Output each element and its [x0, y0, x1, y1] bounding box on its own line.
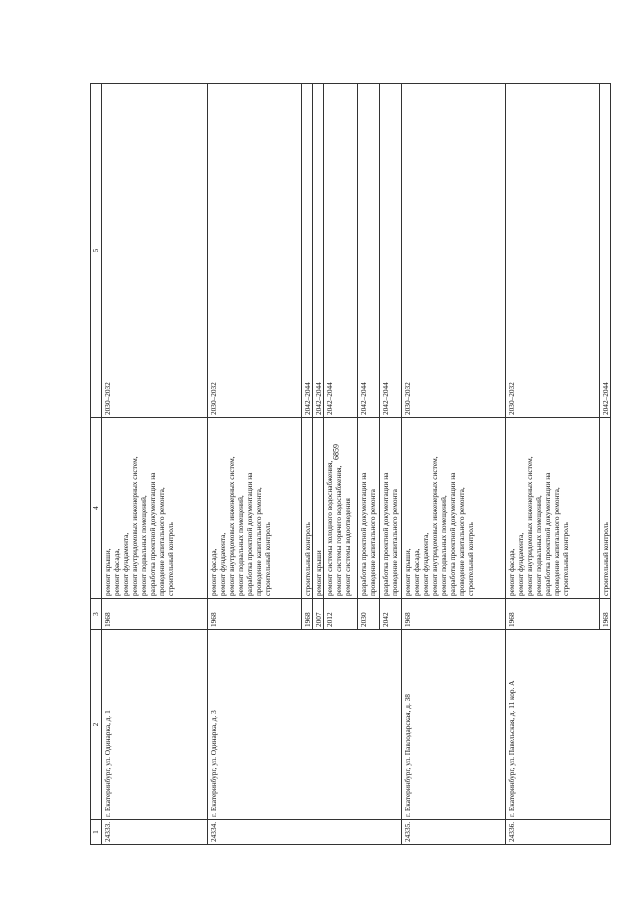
work-item: ремонт фундамента,	[515, 532, 525, 596]
work-item: ремонт фундамента,	[120, 532, 130, 596]
work-item: ремонт крыши,	[102, 548, 112, 596]
work-item: ремонт внутридомовых инженерных систем,	[226, 456, 236, 596]
work-item: ремонт фасада,	[506, 548, 516, 596]
year-cell: 1968	[102, 599, 208, 630]
work-item: разработка проектной документации на	[244, 472, 254, 596]
work-item: ремонт фасада,	[111, 548, 121, 596]
work-item: проведение капитального ремонта,	[457, 487, 467, 596]
work-item: ремонт внутридомовых инженерных систем,	[430, 456, 440, 596]
works-cell	[600, 418, 611, 599]
header-row	[91, 84, 102, 845]
works-cell	[313, 418, 324, 599]
work-item: разработка проектной документации на	[448, 472, 458, 596]
work-item: проведение капитального ремонта,	[254, 487, 264, 596]
period-cell: 2042–2044	[313, 84, 324, 418]
work-item: ремонт внутридомовых инженерных систем,	[524, 456, 534, 596]
work-item: строительный контроль	[600, 522, 610, 596]
work-item: проведение капитального ремонта,	[157, 487, 167, 596]
table-row	[102, 84, 208, 845]
work-item: ремонт фасада,	[411, 548, 421, 596]
work-item: проведение капитального ремонта	[367, 489, 377, 596]
period-cell: 2042–2044	[600, 84, 611, 418]
period-cell: 2030–2032	[402, 84, 506, 418]
work-item: ремонт подвальных помещений,	[439, 495, 449, 596]
row-number: 24336.	[506, 820, 611, 845]
work-item: ремонт внутридомовых инженерных систем,	[129, 456, 139, 596]
period-cell: 2042–2044	[324, 84, 358, 418]
header-col-3: 3	[91, 599, 102, 630]
address-cell: г. Екатеринбург, ул. Павельская, д. 11 кор. А	[506, 630, 611, 820]
work-item: ремонт подвальных помещений,	[235, 495, 245, 596]
row-number: 24334.	[208, 820, 402, 845]
row-number: 24335.	[402, 820, 506, 845]
year-cell: 2042	[380, 599, 402, 630]
work-item: ремонт крыши,	[402, 548, 412, 596]
period-cell: 2030–2032	[102, 84, 208, 418]
period-cell: 2042–2044	[380, 84, 402, 418]
period-cell: 2042–2044	[358, 84, 380, 418]
work-item: строительный контроль	[302, 522, 312, 596]
period-cell: 2030–2032	[506, 84, 600, 418]
year-cell: 2007	[313, 599, 324, 630]
work-item: разработка проектной документации на	[358, 472, 368, 596]
period-cell: 2042–2044	[302, 84, 313, 418]
works-cell	[208, 418, 302, 599]
table-row	[506, 84, 600, 845]
year-cell: 1968	[208, 599, 302, 630]
header-col-5: 5	[91, 84, 102, 418]
address-cell: г. Екатеринбург, ул. Павлодарская, д. 38	[402, 630, 506, 820]
row-number: 24333.	[102, 820, 208, 845]
works-cell	[402, 418, 506, 599]
work-item: ремонт системы водоотведения	[342, 498, 352, 596]
year-cell: 2012	[324, 599, 358, 630]
year-cell: 2030	[358, 599, 380, 630]
address-cell: г. Екатеринбург, ул. Одинарка, д. 1	[102, 630, 208, 820]
page-number: 6859	[331, 444, 341, 460]
header-col-4: 4	[91, 418, 102, 599]
work-item: ремонт фундамента,	[420, 532, 430, 596]
work-item: строительный контроль	[166, 522, 176, 596]
works-cell	[102, 418, 208, 599]
work-item: разработка проектной документации на	[380, 472, 390, 596]
year-cell: 1968	[302, 599, 313, 630]
work-item: строительный контроль	[466, 522, 476, 596]
work-item: ремонт подвальных помещений,	[534, 495, 544, 596]
year-cell: 1968	[506, 599, 600, 630]
work-item: строительный контроль	[263, 522, 273, 596]
work-item: ремонт подвальных помещений,	[138, 495, 148, 596]
works-cell	[324, 418, 358, 599]
work-item: проведение капитального ремонта	[389, 489, 399, 596]
works-cell	[302, 418, 313, 599]
work-item: ремонт системы горячего водоснабжения,	[333, 465, 343, 596]
works-cell	[380, 418, 402, 599]
header-col-2: 2	[91, 630, 102, 820]
work-item: ремонт крыши	[313, 550, 323, 596]
table-row	[208, 84, 302, 845]
header-col-1: 1	[91, 820, 102, 845]
work-item: ремонт фасада,	[208, 548, 218, 596]
works-cell	[506, 418, 600, 599]
year-cell: 1968	[600, 599, 611, 630]
work-item: разработка проектной документации на	[148, 472, 158, 596]
table-row	[402, 84, 506, 845]
work-item: проведение капитального ремонта,	[552, 487, 562, 596]
work-item: ремонт системы холодного водоснабжения,	[324, 460, 334, 596]
document-table-container	[90, 83, 610, 845]
works-cell	[358, 418, 380, 599]
work-item: ремонт фундамента,	[217, 532, 227, 596]
repair-schedule-table	[90, 83, 611, 845]
year-cell: 1968	[402, 599, 506, 630]
address-cell: г. Екатеринбург, ул. Одинарка, д. 3	[208, 630, 402, 820]
work-item: строительный контроль	[561, 522, 571, 596]
work-item: разработка проектной документации на	[543, 472, 553, 596]
period-cell: 2030–2032	[208, 84, 302, 418]
